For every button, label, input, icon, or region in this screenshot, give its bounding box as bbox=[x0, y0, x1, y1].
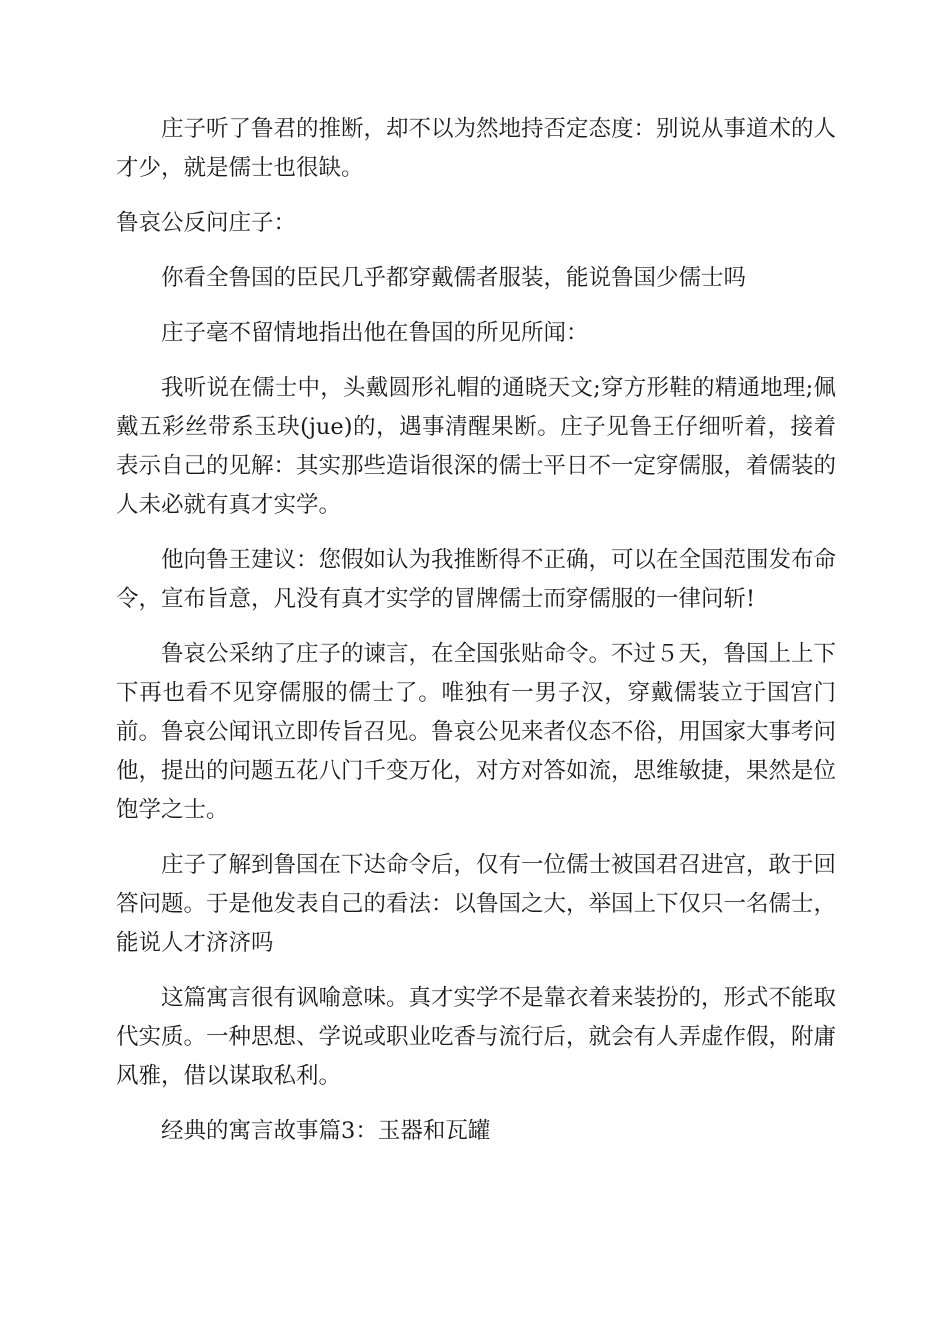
paragraph-5: 我听说在儒士中，头戴圆形礼帽的通晓天文;穿方形鞋的精通地理;佩戴五彩丝带系玉玦(jue)的，遇事清醒果断。庄子见鲁王仔细听着，接着表示自己的见解：其实那些造诣很深的儒士平日不一定穿儒服，着儒装的人未必就有真才实学。 bbox=[116, 375, 837, 518]
paragraph-2: 鲁哀公反问庄子： bbox=[116, 210, 297, 236]
paragraph-4: 庄子毫不留情地指出他在鲁国的所见所闻： bbox=[161, 320, 589, 346]
document-body bbox=[116, 110, 836, 1167]
paragraph-9: 这篇寓言很有讽喻意味。真才实学不是靠衣着来装扮的，形式不能取代实质。一种思想、学说或职业吃香与流行后，就会有人弄虚作假，附庸风雅，借以谋取私利。 bbox=[116, 985, 837, 1089]
paragraph-3: 你看全鲁国的臣民几乎都穿戴儒者服装，能说鲁国少儒士吗 bbox=[161, 265, 747, 291]
paragraph-7: 鲁哀公采纳了庄子的谏言，在全国张贴命令。不过５天，鲁国上上下下再也看不见穿儒服的儒士了。唯独有一男子汉，穿戴儒装立于国宫门前。鲁哀公闻讯立即传旨召见。鲁哀公见来者仪态不俗，用国家大事考问他，提出的问题五花八门千变万化，对方对答如流，思维敏捷，果然是位饱学之士。 bbox=[116, 641, 837, 823]
paragraph-1: 庄子听了鲁君的推断，却不以为然地持否定态度：别说从事道术的人才少，就是儒士也很缺。 bbox=[116, 116, 837, 181]
section-heading: 经典的寓言故事篇3：玉器和瓦罐 bbox=[161, 1118, 491, 1144]
paragraph-6: 他向鲁王建议：您假如认为我推断得不正确，可以在全国范围发布命令，宣布旨意，凡没有真才实学的冒牌儒士而穿儒服的一律问斩! bbox=[116, 547, 837, 612]
paragraph-8: 庄子了解到鲁国在下达命令后，仅有一位儒士被国君召进宫，敢于回答问题。于是他发表自己的看法：以鲁国之大，举国上下仅只一名儒士，能说人才济济吗 bbox=[116, 852, 837, 956]
